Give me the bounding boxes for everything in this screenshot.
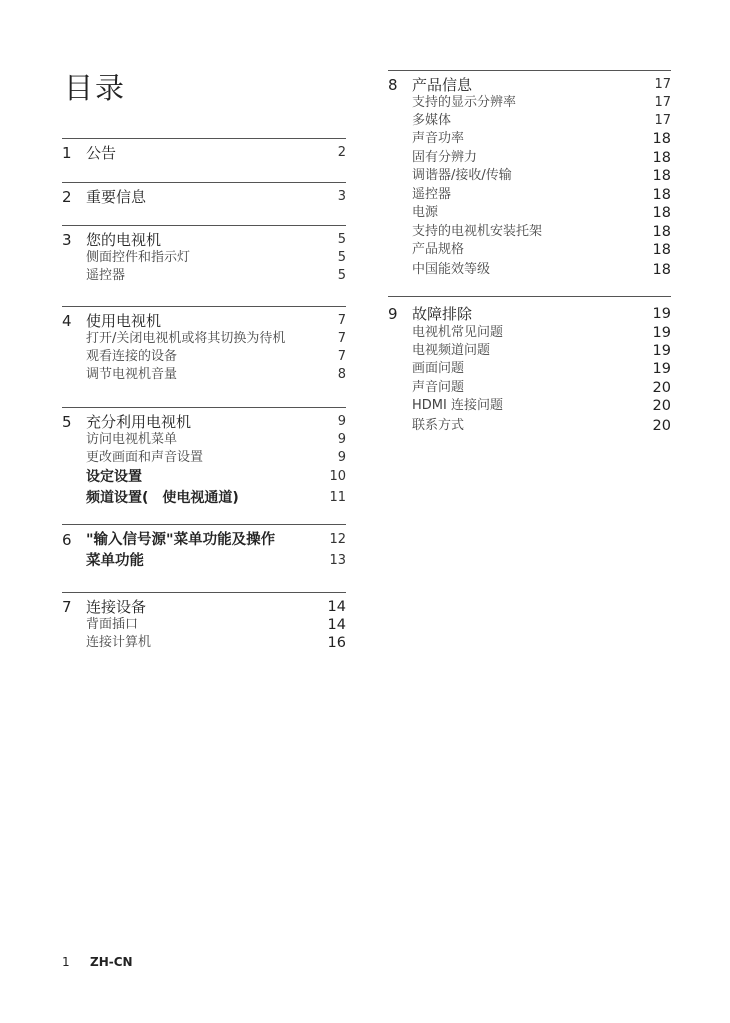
- subentry-label: 菜单功能: [86, 553, 144, 569]
- page-number: 11: [329, 490, 346, 505]
- toc-section-9: [388, 296, 671, 434]
- toc-subentry[interactable]: [388, 241, 671, 259]
- toc-subentry[interactable]: [388, 417, 671, 435]
- toc-subentry[interactable]: [388, 167, 671, 185]
- toc-subentry[interactable]: [388, 261, 671, 279]
- page-number: 3: [337, 189, 346, 204]
- subentry-label: 调节电视机音量: [86, 367, 178, 382]
- toc-section-5: [62, 407, 346, 506]
- subentry-label: 声音功率: [412, 131, 465, 146]
- page-number: 17: [654, 113, 671, 128]
- section-number: 8: [388, 76, 398, 94]
- subentry-label: 支持的显示分辨率: [412, 95, 517, 110]
- toc-subentry[interactable]: [62, 489, 346, 507]
- subentry-label: HDMI 连接问题: [412, 398, 503, 413]
- subentry-label: 声音问题: [412, 380, 465, 395]
- page-number: 18: [652, 242, 671, 258]
- page-number: 5: [337, 268, 346, 283]
- toc-section-2: [62, 182, 346, 206]
- page-number: 8: [337, 367, 346, 382]
- page-number: 5: [337, 232, 346, 247]
- subentry-label: 产品规格: [412, 242, 465, 257]
- page-number: 14: [327, 617, 346, 633]
- section-title: "输入信号源"菜单功能及操作: [86, 532, 276, 548]
- toc-subentry[interactable]: [388, 342, 671, 360]
- section-number: 9: [388, 305, 398, 323]
- section-title: 使用电视机: [86, 312, 162, 330]
- page-number: 18: [652, 262, 671, 278]
- page-number: 18: [652, 205, 671, 221]
- toc-subentry[interactable]: [388, 379, 671, 397]
- page-number: 9: [337, 450, 346, 465]
- subentry-label: 观看连接的设备: [86, 349, 178, 364]
- page-number: 9: [337, 414, 346, 429]
- toc-entry[interactable]: [62, 144, 346, 162]
- page-number: 20: [652, 380, 671, 396]
- toc-entry[interactable]: [62, 231, 346, 249]
- section-number: 5: [62, 413, 72, 431]
- toc-subentry[interactable]: [388, 360, 671, 378]
- page-number: 9: [337, 432, 346, 447]
- toc-subentry[interactable]: [388, 130, 671, 148]
- toc-subentry[interactable]: [388, 204, 671, 222]
- section-number: 3: [62, 231, 72, 249]
- subentry-label: 频道设置( 使电视通道): [86, 490, 239, 506]
- page-number: 13: [329, 553, 346, 568]
- toc-subentry[interactable]: [62, 449, 346, 467]
- toc-entry[interactable]: [388, 305, 671, 323]
- page-number: 7: [337, 349, 346, 364]
- section-number: 6: [62, 531, 72, 549]
- subentry-label: 背面插口: [86, 617, 139, 632]
- toc-subentry[interactable]: [62, 552, 346, 570]
- toc-subentry[interactable]: [62, 468, 346, 486]
- subentry-label: 设定设置: [86, 469, 142, 485]
- page-number: 7: [337, 331, 346, 346]
- section-title: 公告: [86, 144, 117, 162]
- toc-section-6: [62, 524, 346, 569]
- page-number: 5: [337, 250, 346, 265]
- section-title: 连接设备: [86, 598, 147, 616]
- page-number: 2: [337, 145, 346, 160]
- toc-subentry[interactable]: [62, 634, 346, 652]
- page-number: 12: [329, 532, 346, 547]
- toc-subentry[interactable]: [62, 330, 346, 348]
- toc-subentry[interactable]: [388, 149, 671, 167]
- subentry-label: 打开/关闭电视机或将其切换为待机: [86, 331, 286, 346]
- page-number: 17: [654, 95, 671, 110]
- page-number: 10: [329, 469, 346, 484]
- subentry-label: 电视频道问题: [412, 343, 491, 358]
- subentry-label: 更改画面和声音设置: [86, 450, 204, 465]
- page-number: 18: [652, 187, 671, 203]
- toc-entry[interactable]: [62, 598, 346, 616]
- page-number: 20: [652, 398, 671, 414]
- section-number: 4: [62, 312, 72, 330]
- toc-subentry[interactable]: [62, 366, 346, 384]
- page-number: 18: [652, 224, 671, 240]
- toc-subentry[interactable]: [62, 249, 346, 267]
- page-number: 19: [652, 343, 671, 359]
- page-number: 7: [337, 313, 346, 328]
- subentry-label: 访问电视机菜单: [86, 432, 178, 447]
- section-title: 充分利用电视机: [86, 413, 192, 431]
- subentry-label: 联系方式: [412, 418, 465, 433]
- page-number: 19: [652, 361, 671, 377]
- subentry-label: 电源: [412, 205, 439, 220]
- subentry-label: 连接计算机: [86, 635, 152, 650]
- toc-entry[interactable]: [62, 312, 346, 330]
- subentry-label: 多媒体: [412, 113, 452, 128]
- toc-subentry[interactable]: [62, 616, 346, 634]
- page-number: 18: [652, 150, 671, 166]
- subentry-label: 电视机常见问题: [412, 325, 504, 340]
- toc-subentry[interactable]: [388, 112, 671, 130]
- subentry-label: 支持的电视机安装托架: [412, 224, 543, 239]
- page-title: 目录: [64, 71, 127, 105]
- page-number: 18: [652, 131, 671, 147]
- subentry-label: 调谐器/接收/传输: [412, 168, 512, 183]
- toc-section-8: [388, 70, 671, 278]
- toc-entry[interactable]: [388, 76, 671, 94]
- section-title: 您的电视机: [86, 231, 162, 249]
- section-title: 故障排除: [412, 305, 473, 323]
- subentry-label: 遥控器: [86, 268, 126, 283]
- toc-section-3: [62, 225, 346, 283]
- section-number: 2: [62, 188, 72, 206]
- subentry-label: 遥控器: [412, 187, 452, 202]
- toc-entry[interactable]: [62, 413, 346, 431]
- section-number: 7: [62, 598, 72, 616]
- toc-subentry[interactable]: [62, 267, 346, 285]
- toc-subentry[interactable]: [388, 186, 671, 204]
- toc-section-7: [62, 592, 346, 651]
- page-number: 17: [654, 77, 671, 92]
- toc-section-4: [62, 306, 346, 382]
- footer-page-number: 1: [62, 955, 70, 969]
- page-number: 18: [652, 168, 671, 184]
- subentry-label: 侧面控件和指示灯: [86, 250, 191, 265]
- subentry-label: 画面问题: [412, 361, 465, 376]
- subentry-label: 固有分辨力: [412, 150, 478, 165]
- page-number: 20: [652, 418, 671, 434]
- toc-subentry[interactable]: [62, 348, 346, 366]
- toc-subentry[interactable]: [388, 223, 671, 241]
- toc-subentry[interactable]: [388, 324, 671, 342]
- section-number: 1: [62, 144, 72, 162]
- toc-entry[interactable]: [62, 188, 346, 206]
- toc-entry[interactable]: [62, 531, 346, 549]
- toc-section-1: [62, 138, 346, 162]
- page-number: 14: [327, 599, 346, 615]
- toc-subentry[interactable]: [388, 94, 671, 112]
- toc-subentry[interactable]: [388, 397, 671, 415]
- toc-subentry[interactable]: [62, 431, 346, 449]
- section-title: 产品信息: [412, 76, 473, 94]
- subentry-label: 中国能效等级: [412, 262, 491, 277]
- footer-language-code: ZH-CN: [90, 955, 133, 969]
- section-title: 重要信息: [86, 188, 147, 206]
- page-number: 16: [327, 635, 346, 651]
- page-number: 19: [652, 306, 671, 322]
- page-number: 19: [652, 325, 671, 341]
